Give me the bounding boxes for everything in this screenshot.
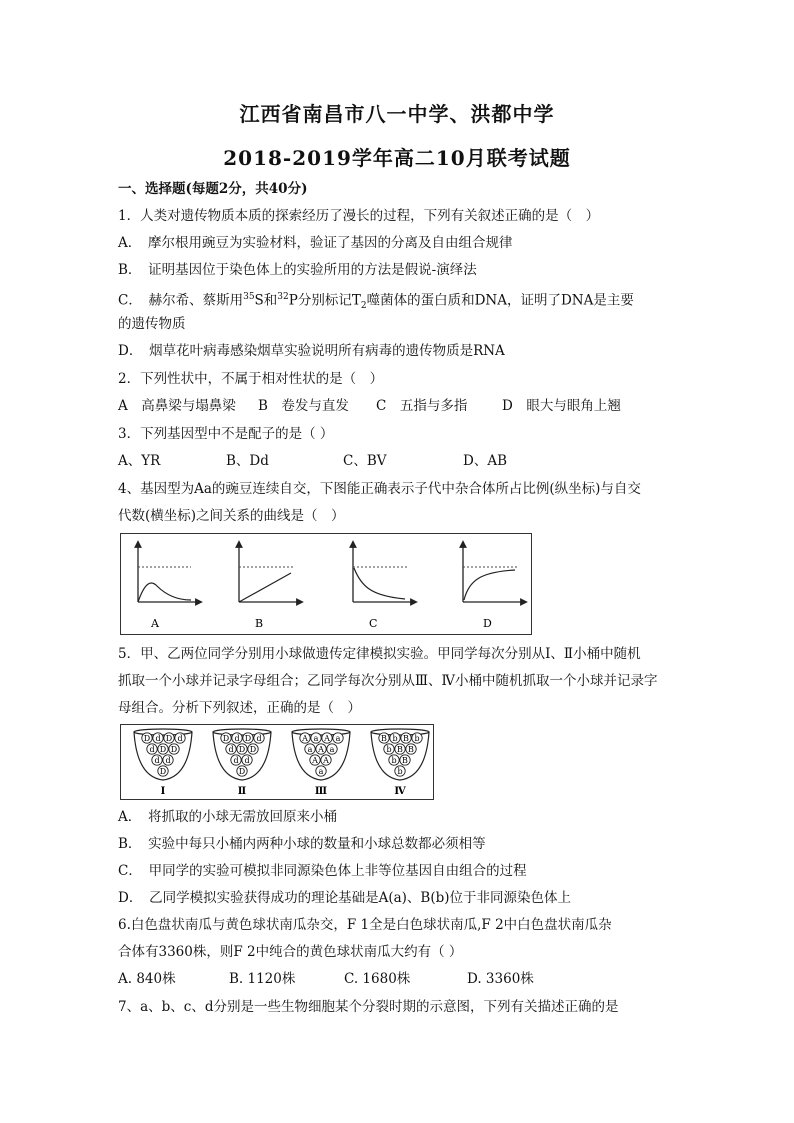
ball-label: D xyxy=(159,767,167,777)
q1-c-text: S和 xyxy=(254,292,278,309)
curve-label-c: C xyxy=(369,617,378,630)
ball-label: D xyxy=(222,734,230,744)
curve-panel-c xyxy=(353,544,414,630)
q4-stem-line2: 代数(横坐标)之间关系的曲线是（ ） xyxy=(118,508,345,524)
bucket-3 xyxy=(292,729,350,797)
q1-stem: 1．人类对遗传物质本质的探索经历了漫长的过程，下列有关叙述正确的是（ ） xyxy=(118,208,600,224)
q6-option-c: C. 1680株 xyxy=(344,971,411,987)
ball-label: D xyxy=(244,734,252,744)
ball-label: D xyxy=(159,745,167,755)
curve-panel-a xyxy=(138,544,199,630)
ball-label: A xyxy=(324,734,330,744)
ball-label: B xyxy=(397,745,403,755)
ball-label: d xyxy=(149,745,155,755)
q5-stem-line3: 母组合。分析下列叙述，正确的是（ ） xyxy=(118,700,361,716)
q1-c-s-isotope: 35 xyxy=(243,292,255,302)
ball-label: a xyxy=(335,734,341,744)
ball-label: b xyxy=(397,767,403,777)
ball-label: D xyxy=(238,767,246,777)
q5-buckets-figure xyxy=(120,724,434,800)
q4-stem-line1: 4、基因型为Aa的豌豆连续自交，下图能正确表示子代中杂合体所占比例(纵坐标)与自交 xyxy=(118,481,641,497)
curve-panel-b xyxy=(239,544,300,630)
ball-label: D xyxy=(143,734,151,744)
bucket-4 xyxy=(371,729,429,797)
q7-stem: 7、a、b、c、d分别是一些生物细胞某个分裂时期的示意图，下列有关描述正确的是 xyxy=(118,999,619,1015)
ball-label: B xyxy=(403,734,409,744)
ball-label: d xyxy=(233,756,239,766)
q1-c-text: 噬菌体的蛋白质和DNA，证明了DNA是主要 xyxy=(366,292,634,309)
q3-option-a: A、YR xyxy=(118,453,161,469)
curve-label-b: B xyxy=(255,617,264,630)
q3-stem: 3．下列基因型中不是配子的是（ ） xyxy=(118,426,334,442)
q6-option-a: A. 840株 xyxy=(118,971,176,987)
q1-option-b: B． 证明基因位于染色体上的实验所用的方法是假说-演绎法 xyxy=(118,262,477,278)
ball-label: D xyxy=(170,745,178,755)
ball-label: a xyxy=(313,734,319,744)
ball-label: d xyxy=(177,734,183,744)
curve-label-a: A xyxy=(151,617,159,630)
ball-label: d xyxy=(154,756,160,766)
ball-label: a xyxy=(307,745,313,755)
q5-stem-line2: 抓取一个小球并记录字母组合；乙同学每次分别从Ⅲ、Ⅳ小桶中随机抓取一个小球并记录字 xyxy=(118,673,658,689)
q2-option-b: B 卷发与直发 xyxy=(258,398,349,414)
q3-options xyxy=(118,452,507,470)
page-title: 江西省南昌市八一中学、洪都中学 xyxy=(239,102,555,126)
q5-option-a: A． 将抓取的小球无需放回原来小桶 xyxy=(118,809,337,825)
ball-label: D xyxy=(249,745,257,755)
q2-options xyxy=(118,397,621,415)
ball-label: B xyxy=(402,756,408,766)
bucket-2 xyxy=(213,729,271,797)
q1-option-d: D． 烟草花叶病毒感染烟草实验说明所有病毒的遗传物质是RNA xyxy=(118,343,505,359)
ball-label: d xyxy=(165,756,171,766)
ball-label: B xyxy=(408,745,414,755)
q2-option-d: D 眼大与眼角上翘 xyxy=(502,398,621,414)
ball-label: d xyxy=(155,734,161,744)
page-subtitle: 2018-2019学年高二10月联考试题 xyxy=(223,146,571,170)
q1-c-text: C． 赫尔希、蔡斯用 xyxy=(118,292,244,309)
ball-label: b xyxy=(392,734,398,744)
q1-option-c-cont: 的遗传物质 xyxy=(118,316,186,332)
ball-label: D xyxy=(238,745,246,755)
q2-option-c: C 五指与多指 xyxy=(376,398,468,414)
ball-label: A xyxy=(323,756,329,766)
ball-label: A xyxy=(302,734,308,744)
ball-label: B xyxy=(381,734,387,744)
ball-label: d xyxy=(234,734,240,744)
bucket-label: Ⅳ xyxy=(394,786,406,797)
q2-option-a: A 高鼻梁与塌鼻梁 xyxy=(118,398,236,414)
q5-option-d: D． 乙同学模拟实验获得成功的理论基础是A(a)、B(b)位于非同源染色体上 xyxy=(118,890,572,906)
bucket-1 xyxy=(134,729,192,797)
q5-option-b: B． 实验中每只小桶内两种小球的数量和小球总数都必须相等 xyxy=(118,836,486,852)
ball-label: a xyxy=(329,745,335,755)
q5-option-c: C． 甲同学的实验可模拟非同源染色体上非等位基因自由组合的过程 xyxy=(118,863,527,879)
bucket-label: Ⅲ xyxy=(314,786,328,797)
ball-label: d xyxy=(244,756,250,766)
bucket-label: Ⅰ xyxy=(160,786,166,797)
ball-label: D xyxy=(165,734,173,744)
q3-option-b: B、Dd xyxy=(226,453,269,469)
ball-label: d xyxy=(256,734,262,744)
ball-label: A xyxy=(318,745,324,755)
q6-options xyxy=(118,970,534,988)
ball-label: d xyxy=(228,745,234,755)
ball-label: a xyxy=(318,767,324,777)
q6-stem-line2: 合体有3360株，则F 2中纯合的黄色球状南瓜大约有（ ） xyxy=(118,944,463,960)
q4-curves-svg xyxy=(121,534,531,634)
q6-option-b: B. 1120株 xyxy=(229,971,296,987)
section-heading: 一、选择题(每题2分，共40分) xyxy=(118,181,308,197)
q6-option-d: D. 3360株 xyxy=(467,971,534,987)
ball-label: A xyxy=(312,756,318,766)
q3-option-c: C、BV xyxy=(343,453,387,469)
q1-option-c xyxy=(118,288,634,315)
q1-option-a: A． 摩尔根用豌豆为实验材料，验证了基因的分离及自由组合规律 xyxy=(118,235,513,251)
curve-panel-d xyxy=(463,544,524,630)
q6-stem-line1: 6.白色盘状南瓜与黄色球状南瓜杂交，F 1全是白色球状南瓜,F 2中白色盘状南瓜杂 xyxy=(118,917,612,933)
ball-label: b xyxy=(414,734,420,744)
ball-label: b xyxy=(391,756,397,766)
q1-c-subscript: 2 xyxy=(360,301,367,312)
q2-stem: 2．下列性状中，不属于相对性状的是（ ） xyxy=(118,371,384,387)
q4-curves-figure xyxy=(120,533,532,635)
q1-c-text: P分别标记T xyxy=(288,292,361,309)
q5-stem-line1: 5．甲、乙两位同学分别用小球做遗传定律模拟实验。甲同学每次分别从Ⅰ、Ⅱ小桶中随机 xyxy=(118,646,641,662)
q5-buckets-svg xyxy=(121,725,433,799)
bucket-label: Ⅱ xyxy=(237,786,247,797)
curve-label-d: D xyxy=(483,617,492,630)
ball-label: b xyxy=(386,745,392,755)
q1-c-p-isotope: 32 xyxy=(277,292,289,302)
q3-option-d: D、AB xyxy=(463,453,507,469)
